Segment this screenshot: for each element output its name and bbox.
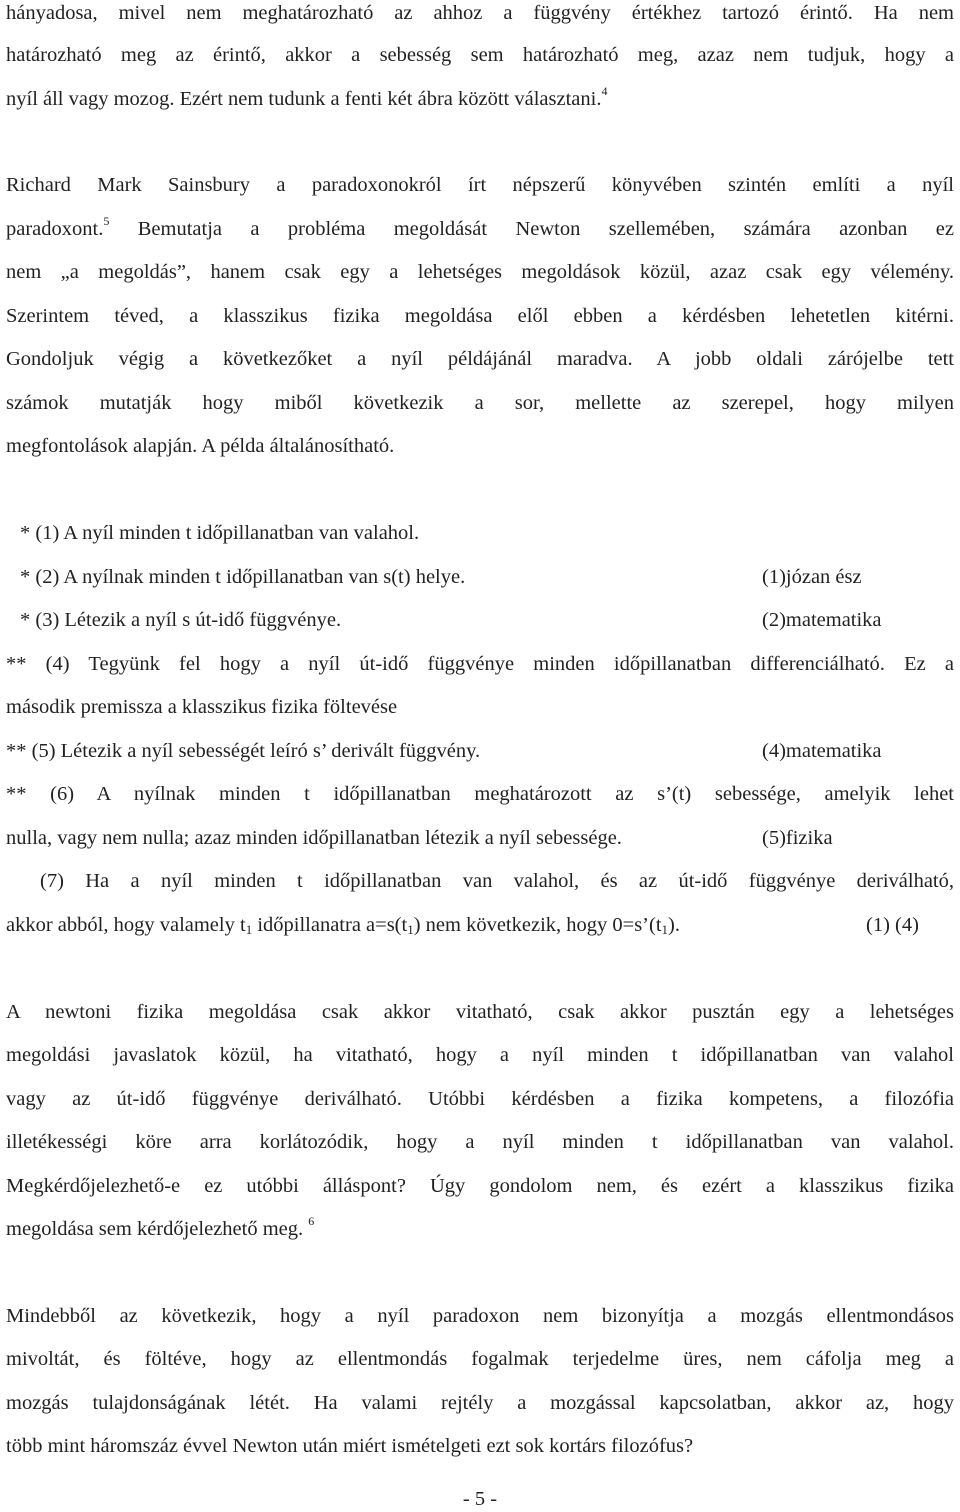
paragraph-text: Bemutatja a probléma megoldását Newton szellemében, számára azonban ez [109, 218, 954, 240]
argument-step-7-cont [6, 912, 846, 938]
paragraph-line: Mindebből az következik, hogy a nyíl paradoxon nem bizonyítja a mozgás ellentmondásos [6, 1305, 954, 1327]
paragraph-line: több mint háromszáz évvel Newton után miért ismételgeti ezt sok kortárs filozófus? [6, 1435, 694, 1457]
paragraph-line: megoldási javaslatok közül, ha vitatható, hogy a nyíl minden t időpillanatban van valahol [6, 1044, 954, 1066]
paragraph-line [6, 86, 954, 112]
paragraph-line: Megkérdőjelezhető-e ez utóbbi álláspont? Úgy gondolom nem, és ezért a klasszikus fizika [6, 1175, 954, 1197]
subscript: 1 [245, 922, 253, 937]
paragraph-text: időpillanatra a=s(t [252, 914, 408, 936]
footnote-ref[interactable]: 6 [308, 1214, 315, 1228]
footnote-ref[interactable]: 5 [103, 214, 110, 228]
argument-step-7-reason: (1) (4) [866, 914, 919, 936]
paragraph-text: nyíl áll vagy mozog. Ezért nem tudunk a fenti két ábra között választani. [6, 88, 602, 110]
argument-step-3-reason: (2)matematika [762, 609, 882, 631]
paragraph-line: határozható meg az érintő, akkor a sebesség sem határozható meg, azaz nem tudjuk, hogy a [6, 44, 954, 66]
argument-step-5: ** (5) Létezik a nyíl sebességét leíró s’ derivált függvény. [6, 740, 481, 762]
argument-step-6-cont: nulla, vagy nem nulla; azaz minden időpillanatban létezik a nyíl sebessége. [6, 827, 622, 849]
argument-step-5-reason: (4)matematika [762, 740, 882, 762]
argument-step-2: * (2) A nyílnak minden t időpillanatban van s(t) helye. [20, 566, 466, 588]
argument-step-1: * (1) A nyíl minden t időpillanatban van valahol. [20, 522, 420, 544]
paragraph-line: Szerintem téved, a klasszikus fizika megoldása elől ebben a kérdésben lehetetlen kitérni. [6, 305, 954, 327]
argument-step-7: (7) Ha a nyíl minden t időpillanatban van valahol, és az út-idő függvénye deriválható, [40, 870, 954, 892]
paragraph-line: Richard Mark Sainsbury a paradoxonokról írt népszerű könyvében szintén említi a nyíl [6, 174, 954, 196]
paragraph-line: A newtoni fizika megoldása csak akkor vitatható, csak akkor pusztán egy a lehetséges [6, 1001, 954, 1023]
paragraph-line: Gondoljuk végig a következőket a nyíl példájánál maradva. A jobb oldali zárójelbe tett [6, 348, 954, 370]
paragraph-line: nem „a megoldás”, hanem csak egy a lehetséges megoldások közül, azaz csak egy vélemény. [6, 261, 954, 283]
footnote-ref[interactable]: 4 [601, 84, 608, 98]
paragraph-line: vagy az út-idő függvénye deriválható. Utóbbi kérdésben a fizika kompetens, a filozófia [6, 1088, 954, 1110]
argument-step-4: ** (4) Tegyünk fel hogy a nyíl út-idő függvénye minden időpillanatban differenciálható. Ez a [6, 653, 954, 675]
argument-step-3: * (3) Létezik a nyíl s út-idő függvénye. [20, 609, 342, 631]
paragraph-line: hányadosa, mivel nem meghatározható az ahhoz a függvény értékhez tartozó érintő. Ha nem [6, 2, 954, 24]
paragraph-line: megfontolások alapján. A példa általánosítható. [6, 435, 395, 457]
paragraph-text: ) nem következik, hogy 0=s’(t [413, 914, 662, 936]
paragraph-text: paradoxont. [6, 218, 104, 240]
argument-step-4-cont: második premissza a klasszikus fizika föltevése [6, 696, 398, 718]
paragraph-line: mozgás tulajdonságának létét. Ha valami rejtély a mozgással kapcsolatban, akkor az, hogy [6, 1392, 954, 1414]
paragraph-line: számok mutatják hogy miből következik a sor, mellette az szerepel, hogy milyen [6, 392, 954, 414]
page-number: - 5 - [462, 1488, 498, 1510]
argument-step-6-reason: (5)fizika [762, 827, 833, 849]
paragraph-line [6, 1216, 954, 1242]
paragraph-text: megoldása sem kérdőjelezhető meg. [6, 1218, 304, 1240]
argument-step-6: ** (6) A nyílnak minden t időpillanatban meghatározott az s’(t) sebessége, amelyik lehet [6, 783, 954, 805]
subscript: 1 [407, 922, 414, 937]
subscript: 1 [661, 922, 669, 937]
paragraph-line: illetékességi köre arra korlátozódik, hogy a nyíl minden t időpillanatban van valahol. [6, 1131, 954, 1153]
paragraph-line [6, 216, 954, 242]
paragraph-text: ). [668, 914, 680, 936]
paragraph-text: akkor abból, hogy valamely t [6, 914, 246, 936]
argument-step-2-reason: (1)józan ész [762, 566, 862, 588]
paragraph-line: mivoltát, és föltéve, hogy az ellentmondás fogalmak terjedelme üres, nem cáfolja meg a [6, 1348, 954, 1370]
